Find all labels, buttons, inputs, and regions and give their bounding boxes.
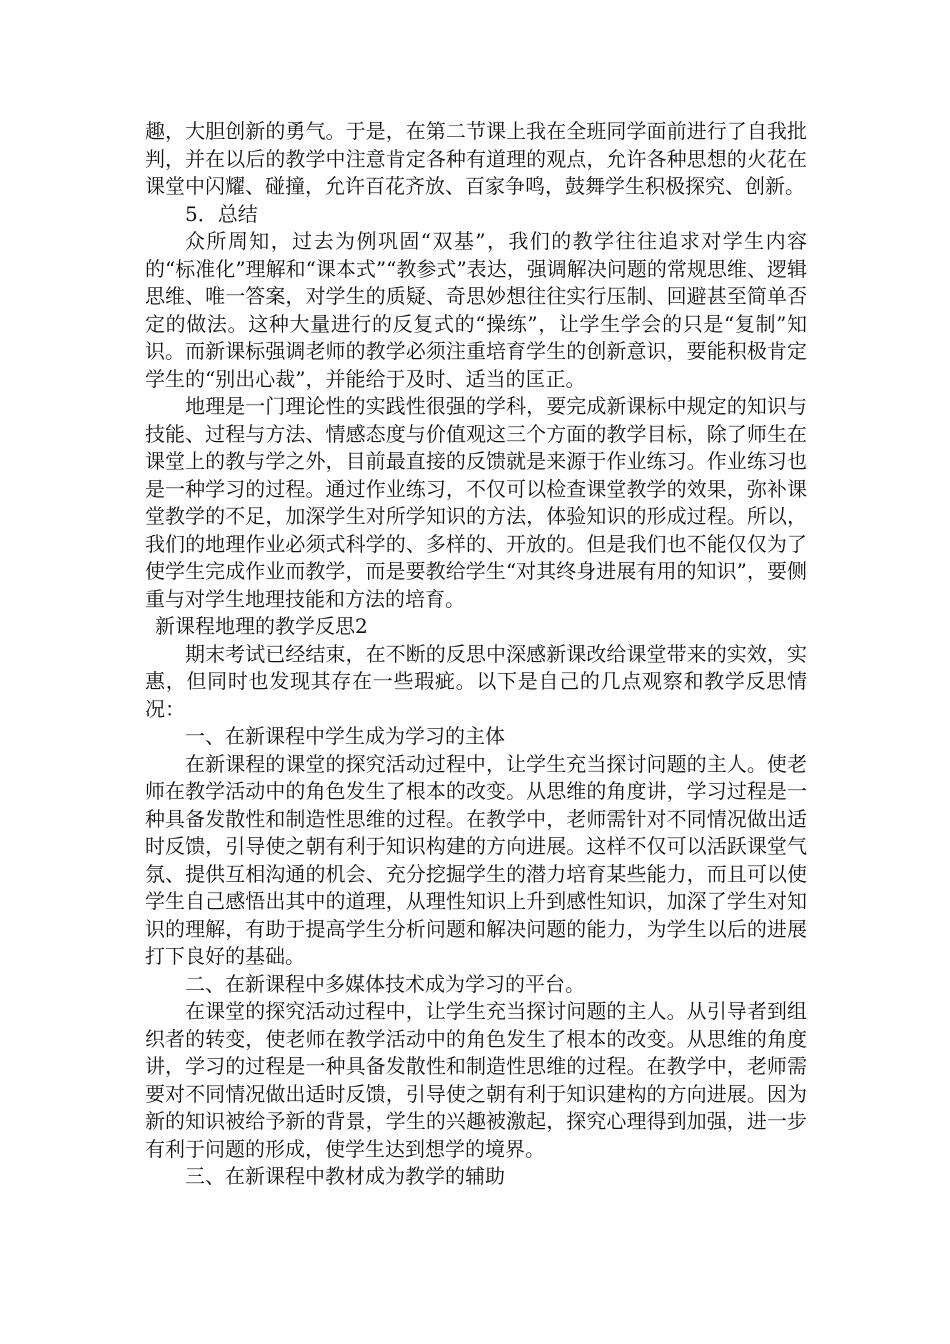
section-heading-student-subject: 一、在新课程中学生成为学习的主体 [185,724,505,748]
paragraph-exam-reflection: 期末考试已经结束，在不断的反思中深感新课改给课堂带来的实效，实惠，但同时也发现其存在一些瑕疵。以下是自己的几点观察和教学反思情况： [145,641,807,721]
paragraph-summary-body: 众所周知，过去为例巩固“双基”，我们的教学往往追求对学生内容的“标准化”理解和“课本式”“教参式”表达，强调解决问题的常规思维、逻辑思维、唯一答案，对学生的质疑、奇思妙想往往实行压制、回避甚至简单否定的做法。这种大量进行的反复式的“操练”，让学生学会的只是“复制”知识。而新课标强调老师的教学必须注重培育学生的创新意识，要能积极肯定学生的“别出心裁”，并能给于及时、适当的匡正。 [145,229,807,391]
document-page [145,118,807,1191]
section-heading-summary: 5．总结 [185,201,258,226]
document-title-reflection-2: 新课程地理的教学反思2 [155,614,368,638]
section-heading-multimedia: 二、在新课程中多媒体技术成为学习的平台。 [185,971,585,996]
paragraph-geography-homework: 地理是一门理论性的实践性很强的学科，要完成新课标中规定的知识与技能、过程与方法、情感态度与价值观这三个方面的教学目标，除了师生在课堂上的教与学之外，目前最直接的反馈就是来源于作业练习。作业练习也是一种学习的过程。通过作业练习，不仅可以检查课堂教学的效果，弥补课堂教学的不足，加深学生对所学知识的方法，体验知识的形成过程。所以，我们的地理作业必须式科学的、多样的、开放的。但是我们也不能仅仅为了使学生完成作业而教学，而是要教给学生“对其终身进展有用的知识”，要侧重与对学生地理技能和方法的培育。 [145,394,807,611]
section-heading-textbook: 三、在新课程中教材成为教学的辅助 [185,1164,505,1188]
paragraph-multimedia-body: 在课堂的探究活动过程中，让学生充当探讨问题的主人。从引导者到组织者的转变，使老师在教学活动中的角色发生了根本的改变。从思维的角度讲，学习的过程是一种具备发散性和制造性思维的过程。在教学中，老师需要对不同情况做出适时反馈，引导使之朝有利于知识建构的方向进展。因为新的知识被给予新的背景，学生的兴趣被激起，探究心理得到加强，进一步有利于问题的形成，使学生达到想学的境界。 [145,999,807,1161]
paragraph-intro-continuation: 趣，大胆创新的勇气。于是，在第二节课上我在全班同学面前进行了自我批判，并在以后的教学中注意肯定各种有道理的观点，允许各种思想的火花在课堂中闪耀、碰撞，允许百花齐放、百家争鸣，鼓舞学生积极探究、创新。 [145,119,807,198]
paragraph-student-subject-body: 在新课程的课堂的探究活动过程中，让学生充当探讨问题的主人。使老师在教学活动中的角色发生了根本的改变。从思维的角度讲，学习过程是一种具备发散性和制造性思维的过程。在教学中，老师需针对不同情况做出适时反馈，引导使之朝有利于知识构建的方向进展。这样不仅可以活跃课堂气氛、提供互相沟通的机会、充分挖掘学生的潜力培育某些能力，而且可以使学生自己感悟出其中的道理，从理性知识上升到感性知识，加深了学生对知识的理解，有助于提高学生分析问题和解决问题的能力，为学生以后的进展打下良好的基础。 [145,751,807,968]
